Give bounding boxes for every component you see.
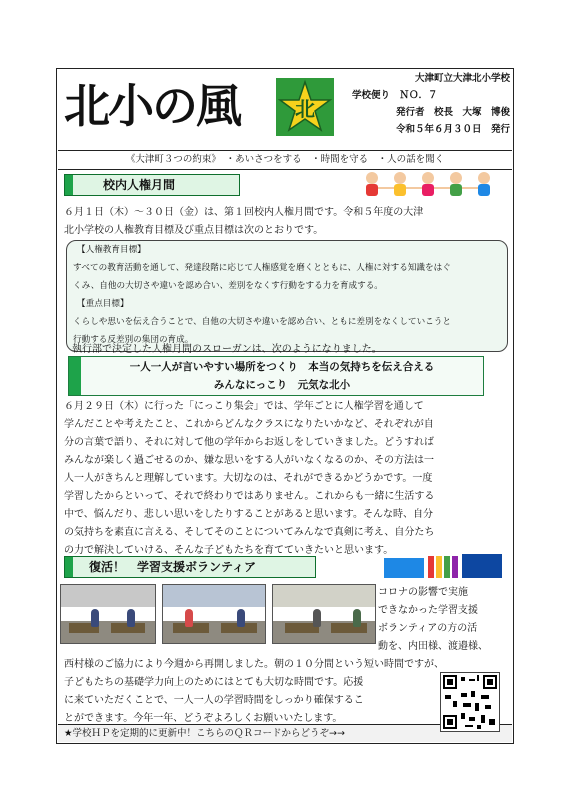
footer-notice: ★学校ＨＰを定期的に更新中！こちらのＱＲコードからどうぞ→→	[58, 724, 512, 742]
classroom-photo	[60, 584, 156, 644]
town-promises: 《大津町３つの約束》 ・あいさつをする ・時間を守る ・人の話を聞く	[58, 150, 512, 170]
section1-body: ６月２９日（木）に行った「にっこり集会」では、学年ごとに人権学習を通して 学んだことや考えたこと、これからどんなクラスになりたいかなど、それぞれが自 分の言葉で語り、それに対して他の学年からお返しをしていきました。どうすれば みんなが楽しく過ごせるのか、嫌な思いをする人がいなくなるのか、その方法は一 人一人がきちんと理解しています。大切なのは、それができるかどうかです。一度 学習したからといって、それで終わりではありません。これからも一緒に生活する 中で、悩んだり、悲しい思いをしたりすることがあると思います。そんな時、自分 の気持ちを素直に言える、そしてそのことについてみんなで真剣に考え、自分たち の力で解決していける、そんな子どもたちを育てていきたいと思います。	[64, 401, 435, 556]
goal-text-line: 行動する反差別の集団の育成。	[73, 335, 194, 345]
classroom-photo	[272, 584, 376, 644]
emblem-glyph: 北	[295, 97, 315, 121]
slogan-accent-bar	[69, 357, 81, 395]
section-heading-volunteer: 復活！ 学習支援ボランティア	[64, 556, 316, 578]
classroom-photo	[162, 584, 266, 644]
school-info	[344, 70, 510, 138]
section1-intro: ６月１日（木）～３０日（金）は、第１回校内人権月間です。令和５年度の大津 北小学校の人権教育目標及び重点目標は次のとおりです。	[64, 207, 424, 236]
section2-side-text: コロナの影響で実施 できなかった学習支援 ボランティアの方の活 動を、内田様、渡邉様、	[378, 587, 488, 652]
school-name: 大津町立大津北小学校	[414, 73, 510, 84]
issue-date: 令和５年６月３０日 発行	[395, 124, 510, 135]
slogan-line-1: 一人一人が言いやすい場所をつくり 本当の気持ちを伝え合える	[129, 361, 435, 373]
publisher: 発行者 校長 大塚 博俊	[395, 107, 510, 118]
goal-text-line: くらしや思いを伝え合うことで、自他の大切さや違いを認め合い、ともに差別をなくしていこうと	[73, 317, 451, 327]
masthead-title: 北小の風	[64, 79, 240, 133]
pencils-and-notebook-icon	[384, 552, 504, 580]
school-emblem-icon	[276, 78, 334, 136]
goals-box	[66, 240, 508, 352]
slogan-intro: 執行部で決定した人権月間のスローガンは、次のようになりました。	[72, 344, 382, 355]
goal-heading-focus: 【重点目標】	[77, 299, 129, 309]
bulletin-number: 学校便り ＮＯ．７	[352, 90, 438, 101]
section-heading-human-rights: 校内人権月間	[64, 174, 240, 196]
slogan-line-2: みんなにっこり 元気な北小	[213, 379, 351, 391]
children-holding-hands-icon	[360, 170, 500, 204]
slogan-box	[68, 356, 484, 396]
section2-body: 西村様のご協力により今週から再開しました。朝の１０分間という短い時間ですが、 子どもたちの基礎学力向上のためにはとても大切な時間です。応援 に来ていただくことで、一人一人の学習時間をしっかり確保するこ とができます。今年一年、どうぞよろしくお願いいたします。	[64, 659, 444, 724]
qr-code-icon[interactable]	[440, 672, 500, 732]
goal-text-line: すべての教育活動を通して、発達段階に応じて人権感覚を磨くとともに、人権に対する知識をはぐ	[73, 263, 451, 273]
goal-text-line: くみ、自他の大切さや違いを認め合い、差別をなくす行動をする力を育成する。	[73, 281, 383, 291]
goal-heading-human-rights: 【人権教育目標】	[77, 245, 146, 255]
